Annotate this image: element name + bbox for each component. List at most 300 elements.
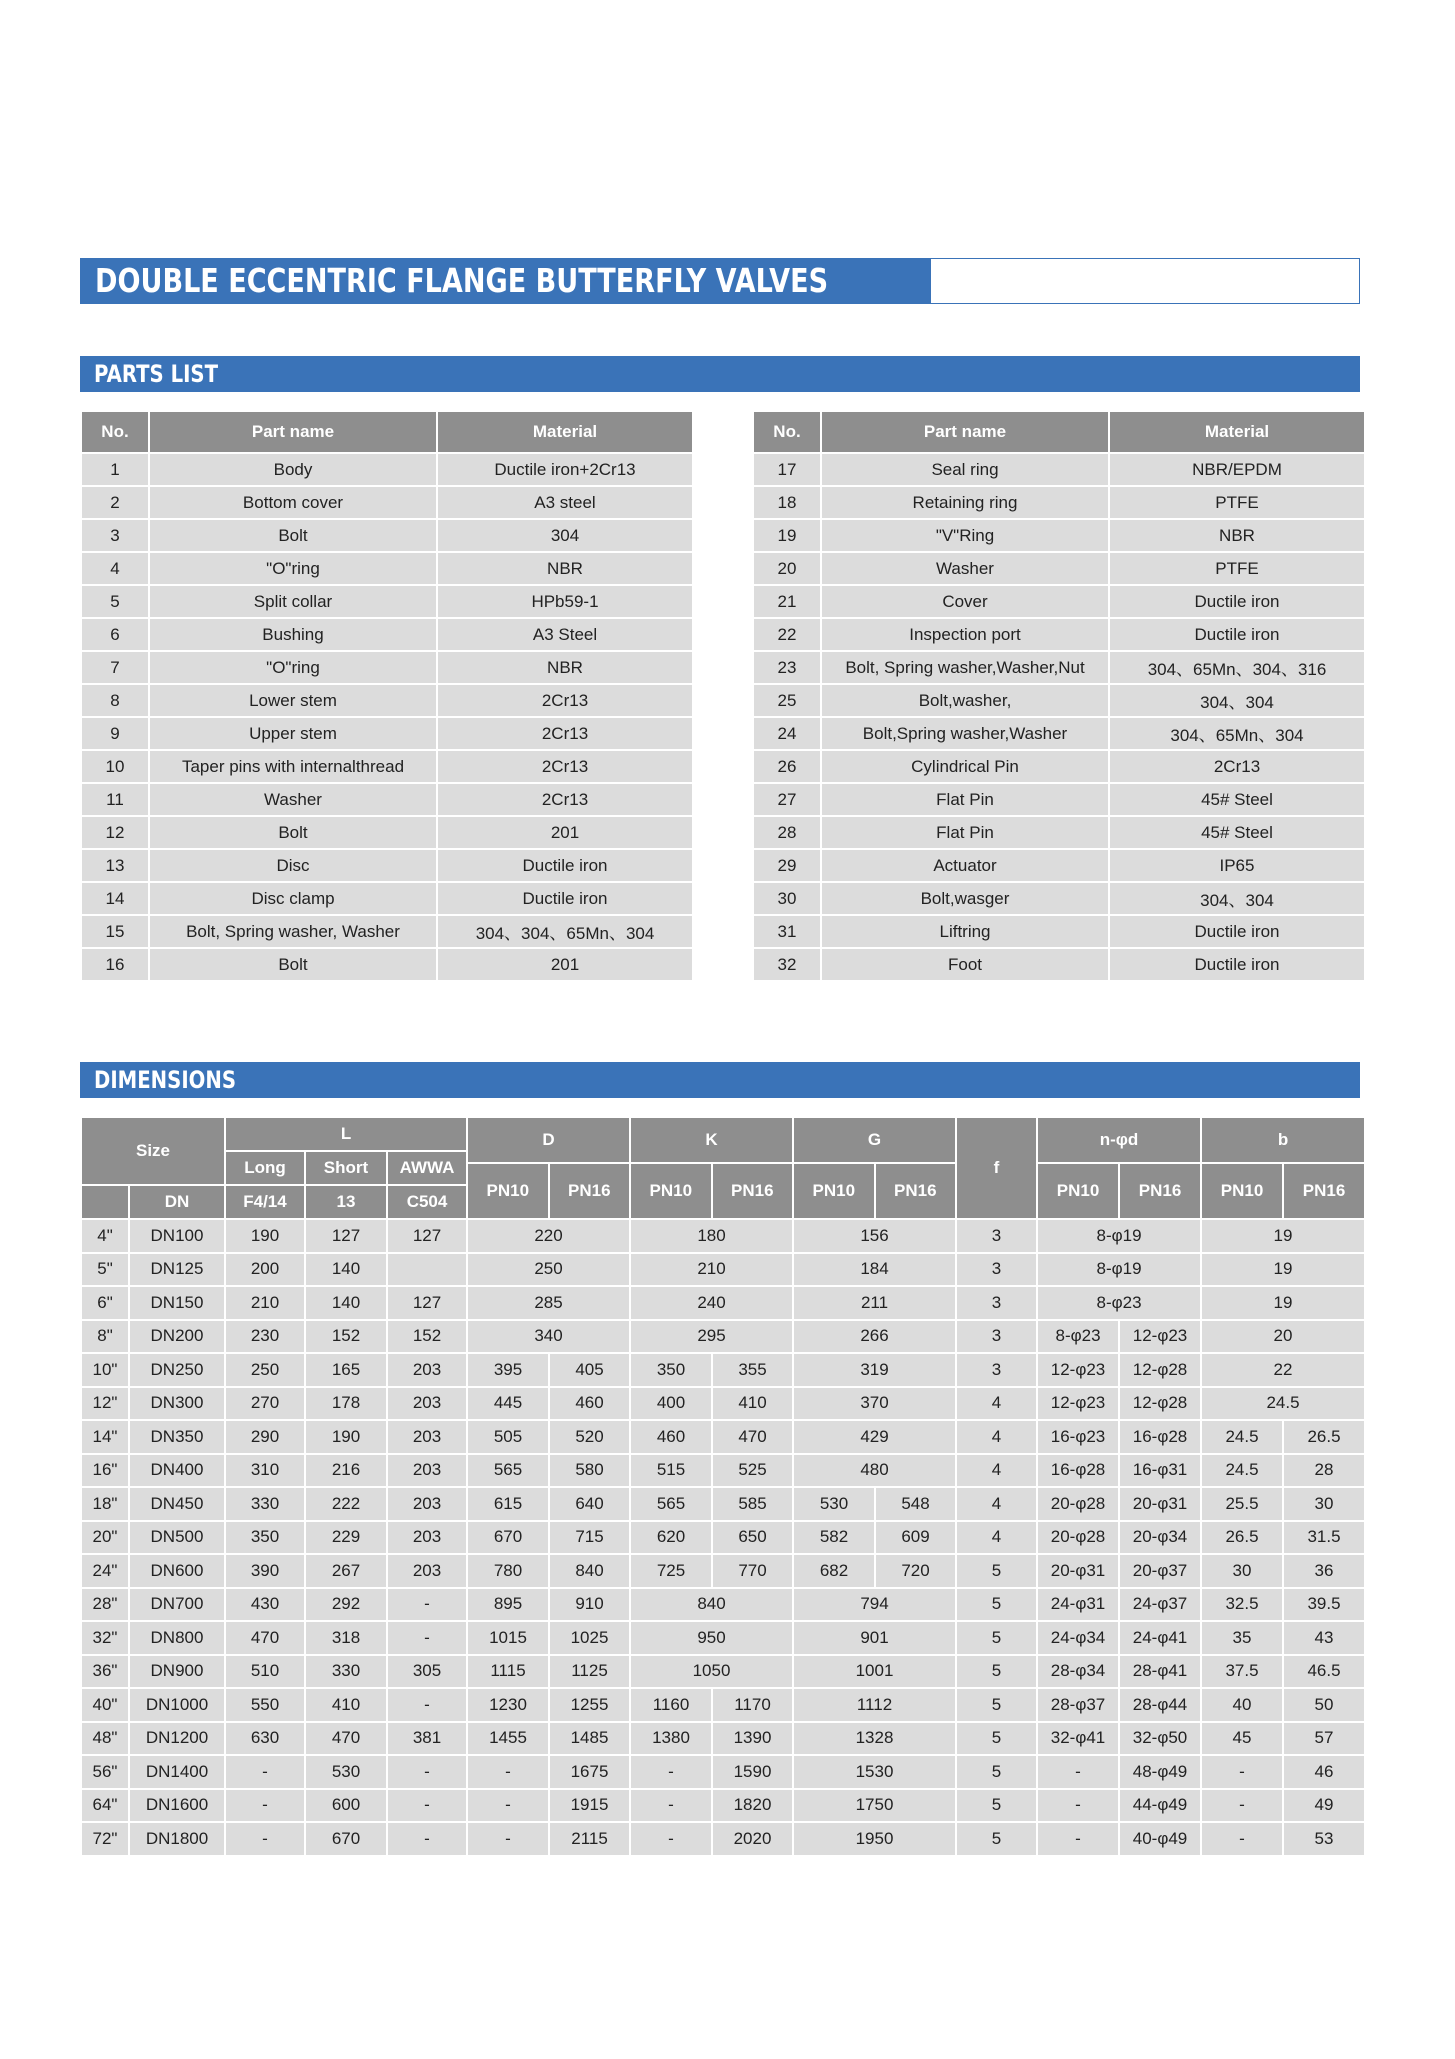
parts-row [81, 651, 693, 684]
b-pn10: 37.5 [1201, 1655, 1283, 1689]
d-pn10: 1230 [467, 1688, 549, 1722]
d-pn10: 780 [467, 1554, 549, 1588]
b-pn10: - [1201, 1822, 1283, 1856]
part-material: 304、65Mn、304 [1109, 717, 1365, 750]
k-pn16: 1590 [712, 1755, 793, 1789]
size-dn: DN200 [129, 1320, 225, 1354]
d-pn10: 615 [467, 1487, 549, 1521]
k-pn10: 565 [630, 1487, 712, 1521]
d-pn16: 640 [549, 1487, 630, 1521]
n-phi-d-pn10: 24-φ31 [1037, 1588, 1119, 1622]
parts-row [81, 453, 693, 486]
l-long: - [225, 1755, 305, 1789]
hdr-D [467, 1117, 630, 1219]
part-name: Seal ring [821, 453, 1109, 486]
d-pn16: 460 [549, 1387, 630, 1421]
b-pn10: 32.5 [1201, 1588, 1283, 1622]
n-phi-d-pn16: 20-φ37 [1119, 1554, 1201, 1588]
l-long: 290 [225, 1420, 305, 1454]
part-no: 18 [753, 486, 821, 519]
d-pn16: 1485 [549, 1722, 630, 1756]
part-material: NBR [437, 552, 693, 585]
size-dn: DN450 [129, 1487, 225, 1521]
hdr-n-phi-d-label: n-φd [1099, 1130, 1139, 1149]
b-pn10: 25.5 [1201, 1487, 1283, 1521]
part-material: Ductile iron [437, 882, 693, 915]
b-pn10: 24.5 [1201, 1454, 1283, 1488]
l-long: 350 [225, 1521, 305, 1555]
b-pn16: 53 [1283, 1822, 1365, 1856]
part-material: NBR [437, 651, 693, 684]
parts-row [753, 783, 1365, 816]
l-short: 216 [305, 1454, 387, 1488]
k-pn16: 1170 [712, 1688, 793, 1722]
f-value: 4 [956, 1420, 1037, 1454]
d-pn16: 840 [549, 1554, 630, 1588]
l-awwa: 203 [387, 1554, 467, 1588]
part-name: Flat Pin [821, 783, 1109, 816]
b-pn16: 26.5 [1283, 1420, 1365, 1454]
size-inch: 64" [81, 1789, 129, 1823]
part-name: Bushing [149, 618, 437, 651]
size-dn: DN1400 [129, 1755, 225, 1789]
size-dn: DN250 [129, 1353, 225, 1387]
part-material: HPb59-1 [437, 585, 693, 618]
dimension-row [81, 1387, 1365, 1421]
part-no: 1 [81, 453, 149, 486]
part-name: Split collar [149, 585, 437, 618]
part-no: 7 [81, 651, 149, 684]
g-value: 266 [793, 1320, 956, 1354]
f-value: 4 [956, 1521, 1037, 1555]
part-no: 26 [753, 750, 821, 783]
part-material: 45# Steel [1109, 816, 1365, 849]
part-name: Lower stem [149, 684, 437, 717]
d-pn10: - [467, 1755, 549, 1789]
k-pn16: 585 [712, 1487, 793, 1521]
d-pn10: 1015 [467, 1621, 549, 1655]
hdr-n-phi-d [1037, 1117, 1201, 1219]
dimension-row [81, 1621, 1365, 1655]
n-phi-d-pn16: 40-φ49 [1119, 1822, 1201, 1856]
part-name: Foot [821, 948, 1109, 981]
f-value: 3 [956, 1253, 1037, 1287]
k-pn16: 525 [712, 1454, 793, 1488]
dimension-row [81, 1420, 1365, 1454]
dimension-row [81, 1286, 1365, 1320]
f-value: 3 [956, 1219, 1037, 1253]
parts-row [753, 816, 1365, 849]
parts-row [81, 486, 693, 519]
part-material: PTFE [1109, 486, 1365, 519]
l-short: 152 [305, 1320, 387, 1354]
size-inch: 40" [81, 1688, 129, 1722]
k-pn16: 2020 [712, 1822, 793, 1856]
part-no: 32 [753, 948, 821, 981]
part-name: Bolt [149, 519, 437, 552]
hdr-f414: F4/14 [225, 1185, 305, 1219]
hdr-D-pn16: PN16 [568, 1181, 611, 1200]
n-phi-d-pn16: 16-φ28 [1119, 1420, 1201, 1454]
dimension-row [81, 1353, 1365, 1387]
part-name: Flat Pin [821, 816, 1109, 849]
part-no: 16 [81, 948, 149, 981]
g-value: 429 [793, 1420, 956, 1454]
parts-row [81, 882, 693, 915]
k-value: 180 [630, 1219, 793, 1253]
part-name: Washer [149, 783, 437, 816]
n-phi-d-pn10: 20-φ31 [1037, 1554, 1119, 1588]
d-value: 340 [467, 1320, 630, 1354]
part-no: 22 [753, 618, 821, 651]
g-value: 1112 [793, 1688, 956, 1722]
b-pn10: 40 [1201, 1688, 1283, 1722]
size-dn: DN350 [129, 1420, 225, 1454]
size-dn: DN1600 [129, 1789, 225, 1823]
b-pn10: - [1201, 1789, 1283, 1823]
parts-table-right [752, 410, 1366, 982]
dimension-row [81, 1755, 1365, 1789]
d-pn10: - [467, 1822, 549, 1856]
d-pn10: 445 [467, 1387, 549, 1421]
k-value: 1050 [630, 1655, 793, 1689]
size-inch: 6" [81, 1286, 129, 1320]
b-pn16: 43 [1283, 1621, 1365, 1655]
size-inch: 28" [81, 1588, 129, 1622]
part-no: 15 [81, 915, 149, 948]
hdr-b [1201, 1117, 1365, 1219]
b-pn10: 45 [1201, 1722, 1283, 1756]
parts-row [753, 750, 1365, 783]
parts-row [81, 750, 693, 783]
part-no: 4 [81, 552, 149, 585]
part-no: 8 [81, 684, 149, 717]
part-no: 12 [81, 816, 149, 849]
size-inch: 16" [81, 1454, 129, 1488]
part-name: Taper pins with internalthread [149, 750, 437, 783]
k-value: 295 [630, 1320, 793, 1354]
parts-row [753, 618, 1365, 651]
part-no: 24 [753, 717, 821, 750]
hdr-13: 13 [305, 1185, 387, 1219]
k-pn16: 770 [712, 1554, 793, 1588]
part-name: "O"ring [149, 651, 437, 684]
l-short: 530 [305, 1755, 387, 1789]
l-long: 230 [225, 1320, 305, 1354]
d-pn10: - [467, 1789, 549, 1823]
d-pn16: 1025 [549, 1621, 630, 1655]
size-inch: 36" [81, 1655, 129, 1689]
parts-row [753, 717, 1365, 750]
part-name: Bolt,Spring washer,Washer [821, 717, 1109, 750]
n-phi-d-pn16: 20-φ34 [1119, 1521, 1201, 1555]
part-material: 304、304 [1109, 882, 1365, 915]
page-title: DOUBLE ECCENTRIC FLANGE BUTTERFLY VALVES [95, 261, 829, 300]
k-pn10: - [630, 1822, 712, 1856]
k-value: 210 [630, 1253, 793, 1287]
l-awwa: - [387, 1822, 467, 1856]
parts-row [81, 816, 693, 849]
b-value: 22 [1201, 1353, 1365, 1387]
n-phi-d-pn16: 16-φ31 [1119, 1454, 1201, 1488]
k-pn16: 1820 [712, 1789, 793, 1823]
hdr-G-pn16: PN16 [894, 1181, 937, 1200]
part-material: 304、65Mn、304、316 [1109, 651, 1365, 684]
l-short: 410 [305, 1688, 387, 1722]
g-value: 794 [793, 1588, 956, 1622]
d-pn10: 505 [467, 1420, 549, 1454]
hdr-D-label: D [542, 1130, 555, 1149]
part-no: 30 [753, 882, 821, 915]
b-value: 19 [1201, 1253, 1365, 1287]
part-no: 14 [81, 882, 149, 915]
l-awwa: - [387, 1621, 467, 1655]
g-value: 211 [793, 1286, 956, 1320]
size-inch: 8" [81, 1320, 129, 1354]
parts-row [753, 453, 1365, 486]
dimension-row [81, 1253, 1365, 1287]
b-pn10: 24.5 [1201, 1420, 1283, 1454]
l-long: 250 [225, 1353, 305, 1387]
part-material: Ductile iron [1109, 585, 1365, 618]
part-name: Bolt,washer, [821, 684, 1109, 717]
d-pn10: 1115 [467, 1655, 549, 1689]
hdr-K-label: K [705, 1130, 718, 1149]
dimension-row [81, 1789, 1365, 1823]
d-pn10: 565 [467, 1454, 549, 1488]
n-phi-d-pn16: 48-φ49 [1119, 1755, 1201, 1789]
size-dn: DN1000 [129, 1688, 225, 1722]
part-no: 23 [753, 651, 821, 684]
parts-row [753, 948, 1365, 981]
hdr-L: L [225, 1117, 467, 1151]
d-pn16: 1675 [549, 1755, 630, 1789]
n-phi-d-value: 8-φ23 [1037, 1286, 1201, 1320]
l-awwa: 203 [387, 1420, 467, 1454]
g-pn10: 530 [793, 1487, 875, 1521]
n-phi-d-pn16: 24-φ41 [1119, 1621, 1201, 1655]
size-inch: 72" [81, 1822, 129, 1856]
part-material: 2Cr13 [437, 684, 693, 717]
n-phi-d-pn10: 32-φ41 [1037, 1722, 1119, 1756]
part-no: 19 [753, 519, 821, 552]
l-awwa: 305 [387, 1655, 467, 1689]
l-awwa: 152 [387, 1320, 467, 1354]
part-name: Disc clamp [149, 882, 437, 915]
part-no: 6 [81, 618, 149, 651]
parts-row [753, 849, 1365, 882]
n-phi-d-pn16: 32-φ50 [1119, 1722, 1201, 1756]
hdr-K-pn10: PN10 [631, 1164, 713, 1218]
part-name: Actuator [821, 849, 1109, 882]
l-short: 190 [305, 1420, 387, 1454]
f-value: 5 [956, 1655, 1037, 1689]
l-awwa: - [387, 1588, 467, 1622]
n-phi-d-value: 8-φ19 [1037, 1219, 1201, 1253]
d-pn10: 395 [467, 1353, 549, 1387]
l-long: 550 [225, 1688, 305, 1722]
part-no: 10 [81, 750, 149, 783]
dimension-row [81, 1521, 1365, 1555]
n-phi-d-pn16: 28-φ41 [1119, 1655, 1201, 1689]
part-no: 17 [753, 453, 821, 486]
size-dn: DN800 [129, 1621, 225, 1655]
part-name: Retaining ring [821, 486, 1109, 519]
g-pn10: 682 [793, 1554, 875, 1588]
part-name: Cylindrical Pin [821, 750, 1109, 783]
hdr-b-pn10: PN10 [1202, 1164, 1284, 1218]
l-long: 390 [225, 1554, 305, 1588]
hdr-long: Long [225, 1151, 305, 1185]
part-no: 5 [81, 585, 149, 618]
hdr-K [630, 1117, 793, 1219]
part-name: Bolt,wasger [821, 882, 1109, 915]
b-pn10: 30 [1201, 1554, 1283, 1588]
dimension-row [81, 1822, 1365, 1856]
part-material: NBR/EPDM [1109, 453, 1365, 486]
l-short: 222 [305, 1487, 387, 1521]
b-pn10: 26.5 [1201, 1521, 1283, 1555]
size-inch: 4" [81, 1219, 129, 1253]
hdr-short: Short [305, 1151, 387, 1185]
l-short: 470 [305, 1722, 387, 1756]
parts-row [753, 915, 1365, 948]
k-value: 950 [630, 1621, 793, 1655]
part-no: 31 [753, 915, 821, 948]
part-material: Ductile iron [1109, 915, 1365, 948]
f-value: 5 [956, 1755, 1037, 1789]
part-no: 11 [81, 783, 149, 816]
n-phi-d-pn16: 12-φ28 [1119, 1353, 1201, 1387]
col-material: Material [1109, 411, 1365, 453]
part-no: 25 [753, 684, 821, 717]
g-value: 1750 [793, 1789, 956, 1823]
hdr-size: Size [81, 1117, 225, 1185]
hdr-D-pn10: PN10 [468, 1164, 550, 1218]
dimension-row [81, 1219, 1365, 1253]
l-awwa: - [387, 1755, 467, 1789]
k-value: 840 [630, 1588, 793, 1622]
hdr-G-label: G [867, 1130, 882, 1149]
d-pn16: 1125 [549, 1655, 630, 1689]
part-name: Disc [149, 849, 437, 882]
f-value: 3 [956, 1320, 1037, 1354]
part-material: IP65 [1109, 849, 1365, 882]
l-short: 229 [305, 1521, 387, 1555]
n-phi-d-pn10: 28-φ34 [1037, 1655, 1119, 1689]
hdr-blank [81, 1185, 129, 1219]
n-phi-d-value: 8-φ19 [1037, 1253, 1201, 1287]
n-phi-d-pn10: - [1037, 1822, 1119, 1856]
size-dn: DN900 [129, 1655, 225, 1689]
g-value: 184 [793, 1253, 956, 1287]
size-inch: 32" [81, 1621, 129, 1655]
g-pn16: 548 [875, 1487, 956, 1521]
part-material: 201 [437, 816, 693, 849]
size-dn: DN125 [129, 1253, 225, 1287]
b-pn16: 31.5 [1283, 1521, 1365, 1555]
d-pn16: 1915 [549, 1789, 630, 1823]
parts-row [81, 783, 693, 816]
hdr-c504: C504 [387, 1185, 467, 1219]
f-value: 5 [956, 1621, 1037, 1655]
part-material: PTFE [1109, 552, 1365, 585]
parts-row [753, 651, 1365, 684]
part-no: 28 [753, 816, 821, 849]
g-value: 1328 [793, 1722, 956, 1756]
l-awwa: 203 [387, 1454, 467, 1488]
hdr-b-pn16: PN16 [1302, 1181, 1346, 1200]
dimension-row [81, 1722, 1365, 1756]
n-phi-d-pn10: 16-φ23 [1037, 1420, 1119, 1454]
d-pn16: 1255 [549, 1688, 630, 1722]
parts-row [753, 519, 1365, 552]
d-pn10: 895 [467, 1588, 549, 1622]
b-pn10: 35 [1201, 1621, 1283, 1655]
parts-row [753, 486, 1365, 519]
size-dn: DN600 [129, 1554, 225, 1588]
k-pn16: 355 [712, 1353, 793, 1387]
hdr-n-pn10: PN10 [1038, 1164, 1120, 1218]
parts-row [81, 684, 693, 717]
n-phi-d-pn10: 12-φ23 [1037, 1353, 1119, 1387]
l-awwa: 203 [387, 1353, 467, 1387]
part-no: 13 [81, 849, 149, 882]
parts-row [753, 684, 1365, 717]
l-short: 318 [305, 1621, 387, 1655]
l-short: 140 [305, 1253, 387, 1287]
k-pn10: 460 [630, 1420, 712, 1454]
l-long: - [225, 1822, 305, 1856]
l-short: 292 [305, 1588, 387, 1622]
d-pn16: 2115 [549, 1822, 630, 1856]
b-pn16: 46 [1283, 1755, 1365, 1789]
l-short: 127 [305, 1219, 387, 1253]
b-pn16: 57 [1283, 1722, 1365, 1756]
part-name: Body [149, 453, 437, 486]
l-long: 630 [225, 1722, 305, 1756]
part-no: 2 [81, 486, 149, 519]
l-long: - [225, 1789, 305, 1823]
n-phi-d-pn16: 44-φ49 [1119, 1789, 1201, 1823]
part-name: Bolt, Spring washer,Washer,Nut [821, 651, 1109, 684]
parts-row [81, 585, 693, 618]
part-material: 304 [437, 519, 693, 552]
l-long: 470 [225, 1621, 305, 1655]
part-material: Ductile iron [1109, 948, 1365, 981]
hdr-b-label: b [1277, 1130, 1289, 1149]
k-pn10: 400 [630, 1387, 712, 1421]
size-dn: DN500 [129, 1521, 225, 1555]
dimensions-heading-bar [80, 1062, 1360, 1098]
f-value: 4 [956, 1387, 1037, 1421]
f-value: 3 [956, 1353, 1037, 1387]
size-inch: 5" [81, 1253, 129, 1287]
l-long: 200 [225, 1253, 305, 1287]
hdr-G-pn10: PN10 [794, 1164, 876, 1218]
l-awwa: - [387, 1688, 467, 1722]
g-value: 1001 [793, 1655, 956, 1689]
k-pn10: 515 [630, 1454, 712, 1488]
k-pn10: 725 [630, 1554, 712, 1588]
d-value: 285 [467, 1286, 630, 1320]
dimensions-heading: DIMENSIONS [94, 1066, 237, 1094]
l-long: 330 [225, 1487, 305, 1521]
g-value: 1950 [793, 1822, 956, 1856]
part-name: "V"Ring [821, 519, 1109, 552]
page-title-bar [80, 258, 1360, 304]
parts-row [753, 585, 1365, 618]
